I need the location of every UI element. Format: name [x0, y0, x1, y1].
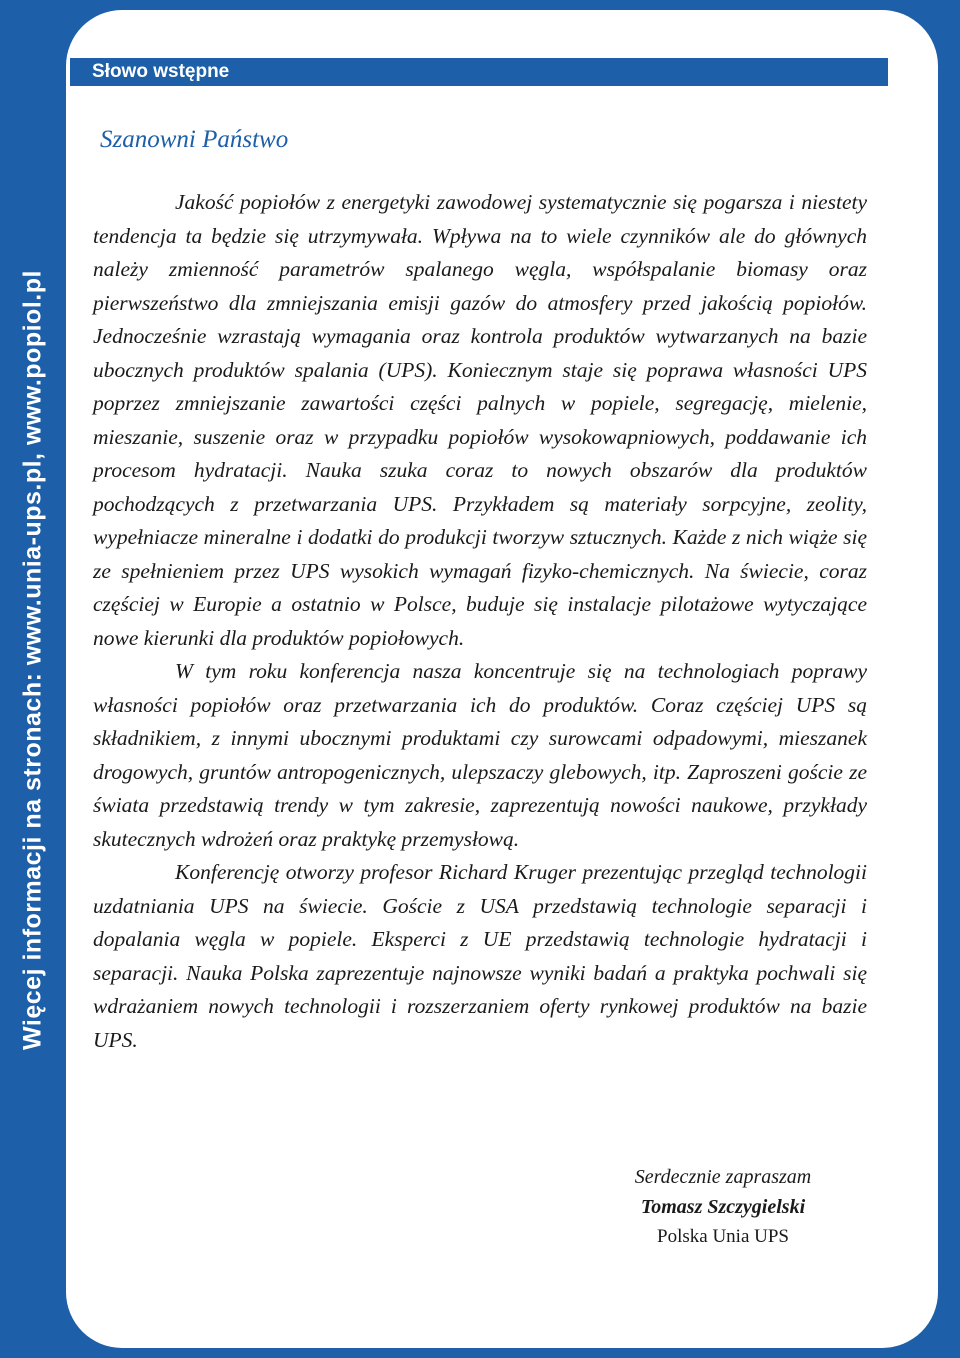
greeting-heading: Szanowni Państwo: [100, 126, 289, 153]
signature-block: [600, 1162, 846, 1252]
letter-body: [93, 186, 867, 1057]
section-header-bar: [70, 58, 888, 86]
side-band: [0, 0, 66, 1358]
paragraph-2: W tym roku konferencja nasza koncentruje się na technologiach poprawy własności popiołów oraz przetwarzania ich do produktów. Coraz częściej UPS są składnikiem, z innymi ubocznymi produktami czy surowcami odpadowymi, mieszanek drogowych, gruntów antropogenicznych, ulepszaczy glebowych, itp. Zaproszeni goście ze świata przedstawią trendy w tym zakresie, zaprezentują nowości naukowe, przykłady skutecznych wdrożeń oraz praktykę przemysłową.: [93, 659, 867, 851]
sidebar-info-text: Więcej informacji na stronach: www.unia-ups.pl, www.popiol.pl: [18, 270, 47, 1050]
signer-organization: Polska Unia UPS: [657, 1226, 789, 1247]
section-title: Słowo wstępne: [92, 61, 230, 82]
paragraph-3: Konferencję otworzy profesor Richard Kruger prezentując przegląd technologii uzdatniania UPS na świecie. Goście z USA przedstawią technologie separacji i dopalania węgla w popiele. Eksperci z UE przedstawią technologie hydratacji i separacji. Nauka Polska zaprezentuje najnowsze wyniki badań a praktyka pochwali się wdrażaniem nowych technologii i rozszerzaniem oferty rynkowej produktów na bazie UPS.: [93, 860, 867, 1052]
paragraph-1: Jakość popiołów z energetyki zawodowej systematycznie się pogarsza i niestety tendencja ta będzie się utrzymywała. Wpływa na to wiele czynników ale do głównych należy zmienność parametrów spalanego węgla, współspalanie biomasy oraz pierwszeństwo dla zmniejszania emisji gazów do atmosfery przed jakością popiołów. Jednocześnie wzrastają wymagania oraz kontrola produktów wytwarzanych na bazie ubocznych produktów spalania (UPS). Koniecznym staje się poprawa własności UPS poprzez zmniejszanie zawartości części palnych w popiele, segregację, mielenie, mieszanie, suszenie oraz w przypadku popiołów wysokowapniowych, poddawanie ich procesom hydratacji. Nauka szuka coraz to nowych obszarów dla produktów pochodzących z przetwarzania UPS. Przykładem są materiały sorpcyjne, zeolity, wypełniacze mineralne i dodatki do produkcji tworzyw sztucznych. Każde z nich wiąże się ze spełnieniem przez UPS wysokich wymagań fizyko-chemicznych. Na świecie, coraz częściej w Europie a ostatnio w Polsce, buduje się instalacje pilotażowe wytyczające nowe kierunki dla produktów popiołowych.: [93, 190, 867, 650]
closing-line: Serdecznie zapraszam: [634, 1166, 812, 1188]
signer-name: Tomasz Szczygielski: [640, 1196, 806, 1218]
